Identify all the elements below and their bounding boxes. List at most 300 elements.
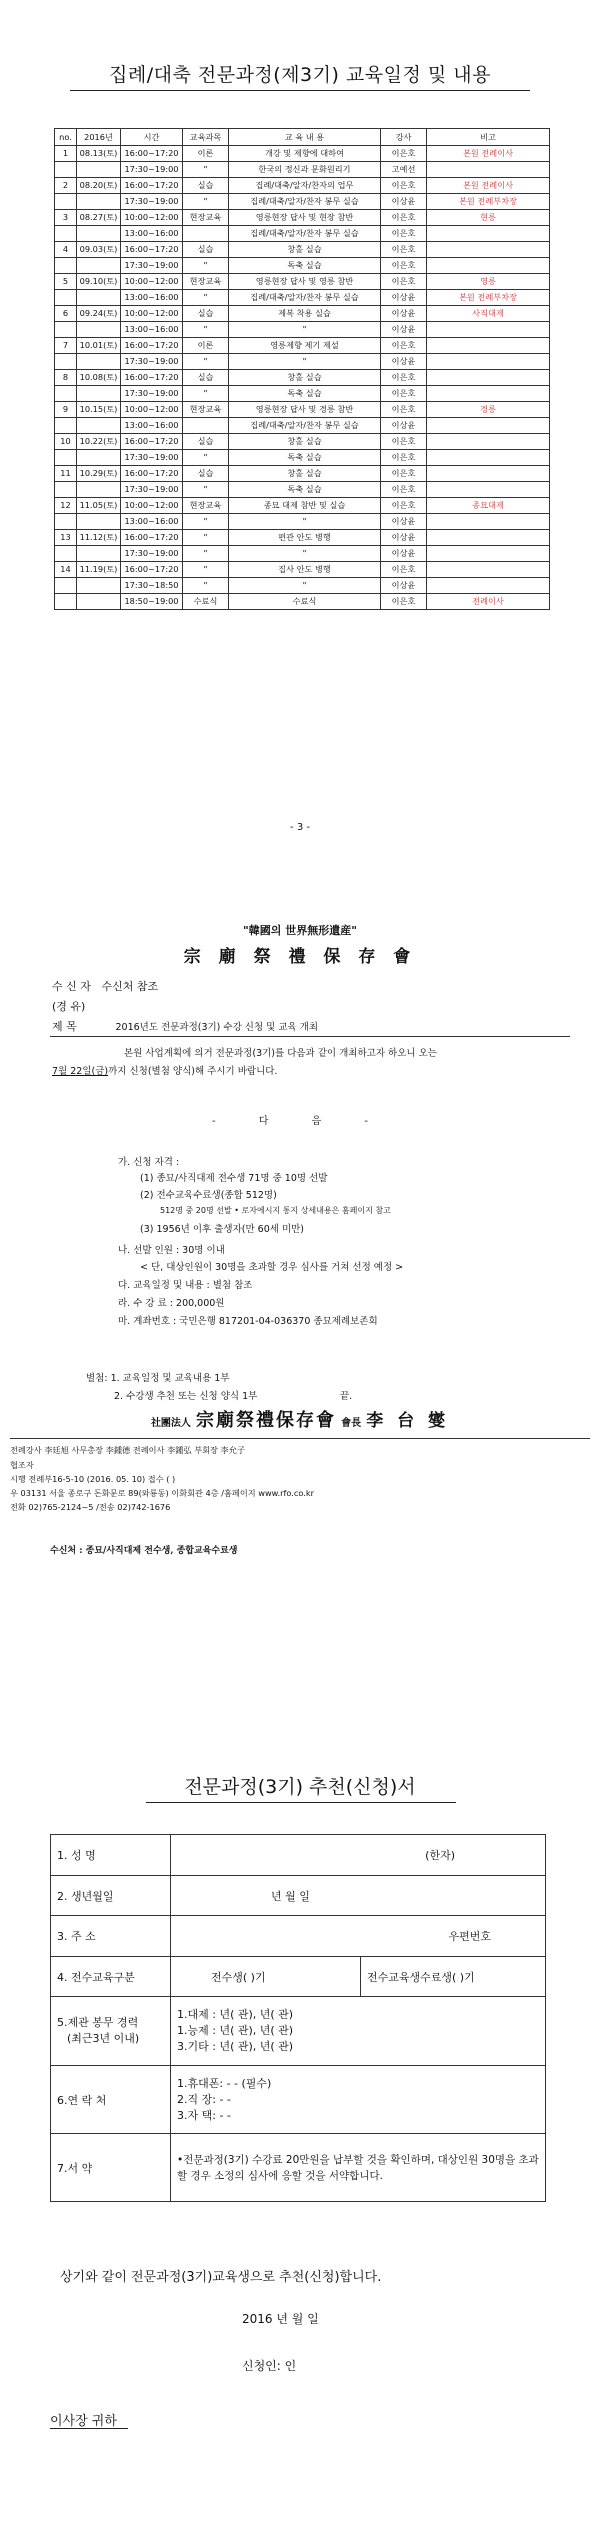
form-row-training [51,1957,546,1997]
time-cell: 17:30~19:00 [121,162,183,178]
column-header: no. [55,129,77,146]
form-row-contact [51,2066,546,2134]
date-cell: 10.15(토) [77,402,121,418]
no-cell [55,258,77,274]
career-line: 1.능제 : 년( 관), 년( 관) [177,2024,294,2037]
table-row [55,290,550,306]
footer-phone: 전화 02)765-2124~5 /전송 02)742-1676 [10,1502,171,1512]
no-cell: 12 [55,498,77,514]
subject-label: 제 목 [52,1020,77,1033]
instructor-cell: 이은호 [381,466,427,482]
center-heading: - 다 음 - [211,1116,389,1127]
table-row [55,274,550,290]
subject-cell: 실습 [183,306,229,322]
no-cell [55,322,77,338]
note-cell: 경릉 [427,402,550,418]
contact-line: 2.직 장: - - [177,2092,231,2106]
table-row [55,498,550,514]
item-quota: 나. 선발 인원 : 30명 이내 [118,1245,225,1256]
note-cell: 현릉 [427,210,550,226]
subject-cell: 이론 [183,338,229,354]
applicant-line[interactable]: 신청인: 인 [242,2359,297,2373]
instructor-cell: 이은호 [381,274,427,290]
time-cell: 17:30~18:50 [121,578,183,594]
instructor-cell: 이상윤 [381,418,427,434]
table-row [55,594,550,610]
table-header-row [55,129,550,146]
date-cell [77,258,121,274]
subject-cell: 실습 [183,178,229,194]
table-row [55,434,550,450]
time-cell: 16:00~17:20 [121,562,183,578]
note-cell [427,162,550,178]
subject-cell: " [183,482,229,498]
no-cell: 13 [55,530,77,546]
contact-field[interactable] [171,2066,546,2134]
no-cell: 10 [55,434,77,450]
content-cell: 창홀 실습 [229,466,381,482]
note-cell [427,386,550,402]
training-label: 4. 전수교육구분 [51,1957,171,1997]
note-cell [427,226,550,242]
note-cell [427,322,550,338]
time-cell: 17:30~19:00 [121,354,183,370]
date-cell [77,162,121,178]
body-line: 본원 사업계획에 의거 전문과정(3기)를 다음과 같이 개최하고자 하오니 오는 [124,1048,437,1059]
career-label-note: (최근3년 이내) [67,2032,140,2045]
no-cell [55,162,77,178]
table-row [55,338,550,354]
note-cell [427,514,550,530]
date-cell [77,290,121,306]
table-row [55,242,550,258]
trainee-field[interactable]: 전수생( )기 [171,1957,361,1997]
date-cell: 08.20(토) [77,178,121,194]
time-cell: 16:00~17:20 [121,242,183,258]
note-cell: 사직대제 [427,306,550,322]
instructor-cell: 이은호 [381,498,427,514]
instructor-cell: 이은호 [381,370,427,386]
table-row [55,450,550,466]
time-cell: 16:00~17:20 [121,466,183,482]
no-cell [55,514,77,530]
column-header: 2016년 [77,129,121,146]
no-cell: 6 [55,306,77,322]
note-cell [427,370,550,386]
note-cell [427,466,550,482]
subject-cell: 실습 [183,370,229,386]
table-row [55,562,550,578]
no-cell: 8 [55,370,77,386]
date-cell [77,546,121,562]
time-cell: 13:00~16:00 [121,418,183,434]
subject-cell: 현장교육 [183,498,229,514]
item-qualification-2-note: 512명 중 20명 선발 • 로자에시지 통지 상세내용은 홈페이지 참고 [160,1206,391,1215]
time-cell: 13:00~16:00 [121,322,183,338]
subject-cell: " [183,354,229,370]
motto: "韓國의 世界無形遺産" [243,924,357,937]
date-cell: 10.29(토) [77,466,121,482]
date-cell: 10.22(토) [77,434,121,450]
time-cell: 17:30~19:00 [121,258,183,274]
form-row-name [51,1835,546,1876]
note-cell [427,258,550,274]
date-cell: 11.19(토) [77,562,121,578]
content-cell: 독축 실습 [229,258,381,274]
table-row [55,514,550,530]
sig-title: 會長 [341,1418,362,1429]
closing-sentence: 상기와 같이 전문과정(3기)교육생으로 추천(신청)합니다. [60,2270,382,2285]
subject-cell: " [183,546,229,562]
instructor-cell: 이은호 [381,178,427,194]
subject-cell: " [183,194,229,210]
title-underline [70,90,530,91]
content-cell: 제복 착용 실습 [229,306,381,322]
contact-line: 3.자 택: - - [177,2108,231,2122]
time-cell: 16:00~17:20 [121,178,183,194]
instructor-cell: 이은호 [381,338,427,354]
content-cell: 영릉현장 답사 및 현장 참반 [229,210,381,226]
subject-cell [183,226,229,242]
subject-cell: 현장교육 [183,402,229,418]
instructor-cell: 이은호 [381,562,427,578]
date-line: 2016 년 월 일 [242,2312,319,2326]
note-cell [427,338,550,354]
time-cell: 10:00~12:00 [121,306,183,322]
time-cell: 10:00~12:00 [121,210,183,226]
no-cell: 11 [55,466,77,482]
attachment-end: 끝. [340,1391,353,1402]
table-row [55,386,550,402]
date-cell: 10.08(토) [77,370,121,386]
content-cell: 한국의 정신과 문화원리기 [229,162,381,178]
instructor-cell: 이상윤 [381,194,427,210]
column-header: 교육과목 [183,129,229,146]
instructor-cell: 이상윤 [381,546,427,562]
table-row [55,194,550,210]
instructor-cell: 이은호 [381,402,427,418]
address-label: 3. 주 소 [51,1916,171,1957]
item-quota-note: < 단, 대상인원이 30명을 초과할 경우 심사를 거쳐 선정 예정 > [140,1262,404,1273]
content-cell: 집례/대축/알자/찬자 봉무 실습 [229,290,381,306]
time-cell: 16:00~17:20 [121,338,183,354]
birth-label: 2. 생년월일 [51,1876,171,1916]
content-cell: 편관 안도 병행 [229,530,381,546]
date-cell [77,578,121,594]
note-cell: 본원 전례이사 [427,178,550,194]
column-header: 비고 [427,129,550,146]
page-number: - 3 - [290,822,310,833]
instructor-cell: 이상윤 [381,578,427,594]
table-row [55,306,550,322]
instructor-cell: 이상윤 [381,306,427,322]
subject-cell: 실습 [183,466,229,482]
subject-cell: " [183,450,229,466]
no-cell [55,546,77,562]
item-qualification-1: (1) 종묘/사직대제 전수생 71명 중 10명 선발 [140,1173,328,1184]
attachment-1: 별첨: 1. 교육일정 및 교육내용 1부 [86,1373,230,1384]
footer-cooperator: 협조자 [10,1460,34,1470]
name-label: 1. 성 명 [51,1835,171,1876]
contact-line: 1.휴대폰: - - (필수) [177,2076,272,2090]
content-cell: 수료식 [229,594,381,610]
application-form [50,1834,546,2202]
subject-cell: " [183,162,229,178]
content-cell: " [229,514,381,530]
subject-cell: 현장교육 [183,274,229,290]
note-cell [427,434,550,450]
time-cell: 17:30~19:00 [121,450,183,466]
table-row [55,546,550,562]
no-cell: 4 [55,242,77,258]
graduate-field[interactable]: 전수교육생수료생( )기 [361,1957,546,1997]
no-cell [55,594,77,610]
instructor-cell: 이은호 [381,226,427,242]
instructor-cell: 이은호 [381,386,427,402]
instructor-cell: 고예선 [381,162,427,178]
item-qualification: 가. 신청 자격 : [118,1157,180,1168]
instructor-cell: 이은호 [381,594,427,610]
content-cell: 독축 실습 [229,386,381,402]
date-cell: 08.13(토) [77,146,121,162]
handwritten-recipients: 수신처 : 종묘/사직대제 전수생, 종합교육수료생 [50,1546,238,1556]
note-cell [427,482,550,498]
pledge-label: 7.서 약 [51,2134,171,2202]
career-field[interactable] [171,1997,546,2066]
note-cell: 본원 전례부차장 [427,194,550,210]
date-cell [77,418,121,434]
table-row [55,178,550,194]
date-cell [77,482,121,498]
footer-approvers: 전례강사 李廷旭 사무총장 李鍾德 전례이사 李鍾弘 부회장 李允子 [10,1445,246,1455]
sig-prefix: 社團法人 [150,1418,191,1429]
instructor-cell: 이상윤 [381,322,427,338]
subject-cell: 실습 [183,242,229,258]
time-cell: 16:00~17:20 [121,530,183,546]
content-cell: " [229,354,381,370]
name-field[interactable]: (한자) [171,1835,546,1876]
form-row-career [51,1997,546,2066]
time-cell: 16:00~17:20 [121,146,183,162]
table-row [55,370,550,386]
instructor-cell: 이은호 [381,450,427,466]
note-cell [427,530,550,546]
subject-cell: " [183,322,229,338]
instructor-cell: 이은호 [381,242,427,258]
via-row [52,998,85,1014]
instructor-cell: 이은호 [381,482,427,498]
content-cell: 종묘 대제 참반 및 실습 [229,498,381,514]
note-cell [427,242,550,258]
date-cell: 11.05(토) [77,498,121,514]
no-cell: 1 [55,146,77,162]
note-cell [427,546,550,562]
career-line: 1.대제 : 년( 관), 년( 관) [177,2008,294,2021]
application-form-page [0,1700,600,2546]
career-label [51,1997,171,2066]
no-cell: 5 [55,274,77,290]
table-row [55,322,550,338]
pledge-text: •전문과정(3기) 수강료 20만원을 납부할 것을 확인하며, 대상인원 30명을 초과할 경우 소정의 심사에 응할 것을 서약합니다. [171,2134,546,2202]
subject-cell: 현장교육 [183,210,229,226]
career-label-line: 5.제관 봉무 경력 [57,2016,139,2029]
content-cell: 창홀 실습 [229,434,381,450]
table-row [55,146,550,162]
item-qualification-3: (3) 1956년 이후 출생자(만 60세 미만) [140,1224,305,1235]
item-fee: 라. 수 강 료 : 200,000원 [118,1298,225,1309]
form-row-address [51,1916,546,1957]
content-cell: 영릉제향 제기 제설 [229,338,381,354]
sig-name: 李 台 燮 [366,1411,450,1431]
body-line: 까지 신청(별첨 양식)해 주시기 바랍니다. [108,1066,278,1077]
career-line: 3.기타 : 년( 관), 년( 관) [177,2040,294,2053]
time-cell: 16:00~17:20 [121,434,183,450]
table-row [55,530,550,546]
no-cell: 9 [55,402,77,418]
no-cell [55,418,77,434]
time-cell: 13:00~16:00 [121,290,183,306]
instructor-cell: 이은호 [381,434,427,450]
signature-block [0,1406,600,1432]
no-cell [55,354,77,370]
content-cell: 독축 실습 [229,482,381,498]
attachment-2: 2. 수강생 추천 또는 신청 양식 1부 [114,1391,258,1402]
note-cell: 영릉 [427,274,550,290]
item-account: 마. 계좌번호 : 국민은행 817201-04-036370 종묘제례보존회 [118,1316,378,1327]
time-cell: 18:50~19:00 [121,594,183,610]
content-cell: " [229,578,381,594]
form-row-pledge [51,2134,546,2202]
date-cell: 10.01(토) [77,338,121,354]
note-cell [427,578,550,594]
instructor-cell: 이상윤 [381,354,427,370]
instructor-cell: 이은호 [381,146,427,162]
content-cell: 독축 실습 [229,450,381,466]
date-cell [77,194,121,210]
schedule-title: 집례/대축 전문과정(제3기) 교육일정 및 내용 [109,64,491,86]
contact-label: 6.연 락 처 [51,2066,171,2134]
date-cell [77,354,121,370]
no-cell [55,194,77,210]
date-cell: 09.24(토) [77,306,121,322]
time-cell: 10:00~12:00 [121,402,183,418]
no-cell [55,450,77,466]
address-field[interactable]: 우편번호 [171,1916,546,1957]
recipient-label: 수 신 자 [52,980,91,993]
time-cell: 13:00~16:00 [121,514,183,530]
no-cell [55,226,77,242]
subject-cell: 이론 [183,146,229,162]
content-cell: 집례/대축/알자/찬자 봉무 실습 [229,226,381,242]
no-cell [55,386,77,402]
note-cell: 종묘대제 [427,498,550,514]
subject-cell: " [183,562,229,578]
content-cell: 집례/대축/알자/찬자 봉무 실습 [229,194,381,210]
time-cell: 16:00~17:20 [121,370,183,386]
content-cell: 창홀 실습 [229,370,381,386]
content-cell: 영릉현장 답사 및 영릉 참반 [229,274,381,290]
schedule-table [54,128,550,610]
date-cell: 08.27(토) [77,210,121,226]
no-cell [55,578,77,594]
no-cell: 14 [55,562,77,578]
subject-cell: " [183,530,229,546]
footer-address: 우 03131 서울 종로구 돈화문로 89(와룡동) 이화회관 4층 /홈페이지 www.rfo.co.kr [10,1488,314,1498]
subject-cell [183,418,229,434]
no-cell: 7 [55,338,77,354]
column-header: 교 육 내 용 [229,129,381,146]
date-cell [77,386,121,402]
subject-cell: " [183,578,229,594]
sig-org: 宗廟祭禮保存會 [196,1410,337,1431]
content-cell: 창홀 실습 [229,242,381,258]
note-cell [427,418,550,434]
table-row [55,402,550,418]
item-schedule: 다. 교육일정 및 내용 : 별첨 참조 [118,1280,253,1291]
note-cell [427,354,550,370]
subject-cell: 수료식 [183,594,229,610]
table-row [55,578,550,594]
content-cell: 개강 및 제향에 대하여 [229,146,381,162]
time-cell: 17:30~19:00 [121,482,183,498]
instructor-cell: 이은호 [381,210,427,226]
table-row [55,466,550,482]
subject-cell: " [183,386,229,402]
subject-cell: " [183,290,229,306]
recipient-value: 수신처 참조 [101,980,159,993]
table-row [55,162,550,178]
via-label: (경 유) [52,1000,86,1013]
footer-divider [10,1438,590,1439]
date-cell: 11.12(토) [77,530,121,546]
table-row [55,258,550,274]
content-cell: 집례/대축/알자/찬자 봉무 실습 [229,418,381,434]
subject-row [52,1018,318,1034]
note-cell: 본원 전례이사 [427,146,550,162]
footer-issue: 시행 전례부16-5-10 (2016. 05. 10) 접수 ( ) [10,1474,176,1484]
table-row [55,354,550,370]
subject-cell: " [183,514,229,530]
instructor-cell: 이상윤 [381,514,427,530]
recipient-row [52,978,158,994]
instructor-cell: 이은호 [381,258,427,274]
time-cell: 17:30~19:00 [121,194,183,210]
birth-field[interactable]: 년 월 일 [171,1876,546,1916]
date-cell [77,322,121,338]
table-row [55,418,550,434]
instructor-cell: 이상윤 [381,530,427,546]
form-title: 전문과정(3기) 추천(신청)서 [184,1776,416,1798]
table-row [55,482,550,498]
subject-value: 2016년도 전문과정(3기) 수강 신청 및 교육 개최 [115,1022,319,1033]
date-cell [77,594,121,610]
note-cell: 본원 전례부차장 [427,290,550,306]
time-cell: 10:00~12:00 [121,498,183,514]
date-cell [77,450,121,466]
time-cell: 13:00~16:00 [121,226,183,242]
header-divider [50,1036,570,1037]
instructor-cell: 이상윤 [381,290,427,306]
body-paragraph [52,1045,562,1081]
table-row [55,226,550,242]
addressee: 이사장 귀하 [50,2414,117,2429]
item-qualification-2: (2) 전수교육수료생(종합 512명) [140,1190,277,1201]
table-row [55,210,550,226]
subject-cell: " [183,258,229,274]
no-cell: 2 [55,178,77,194]
form-title-underline [146,1802,456,1803]
content-cell: " [229,322,381,338]
